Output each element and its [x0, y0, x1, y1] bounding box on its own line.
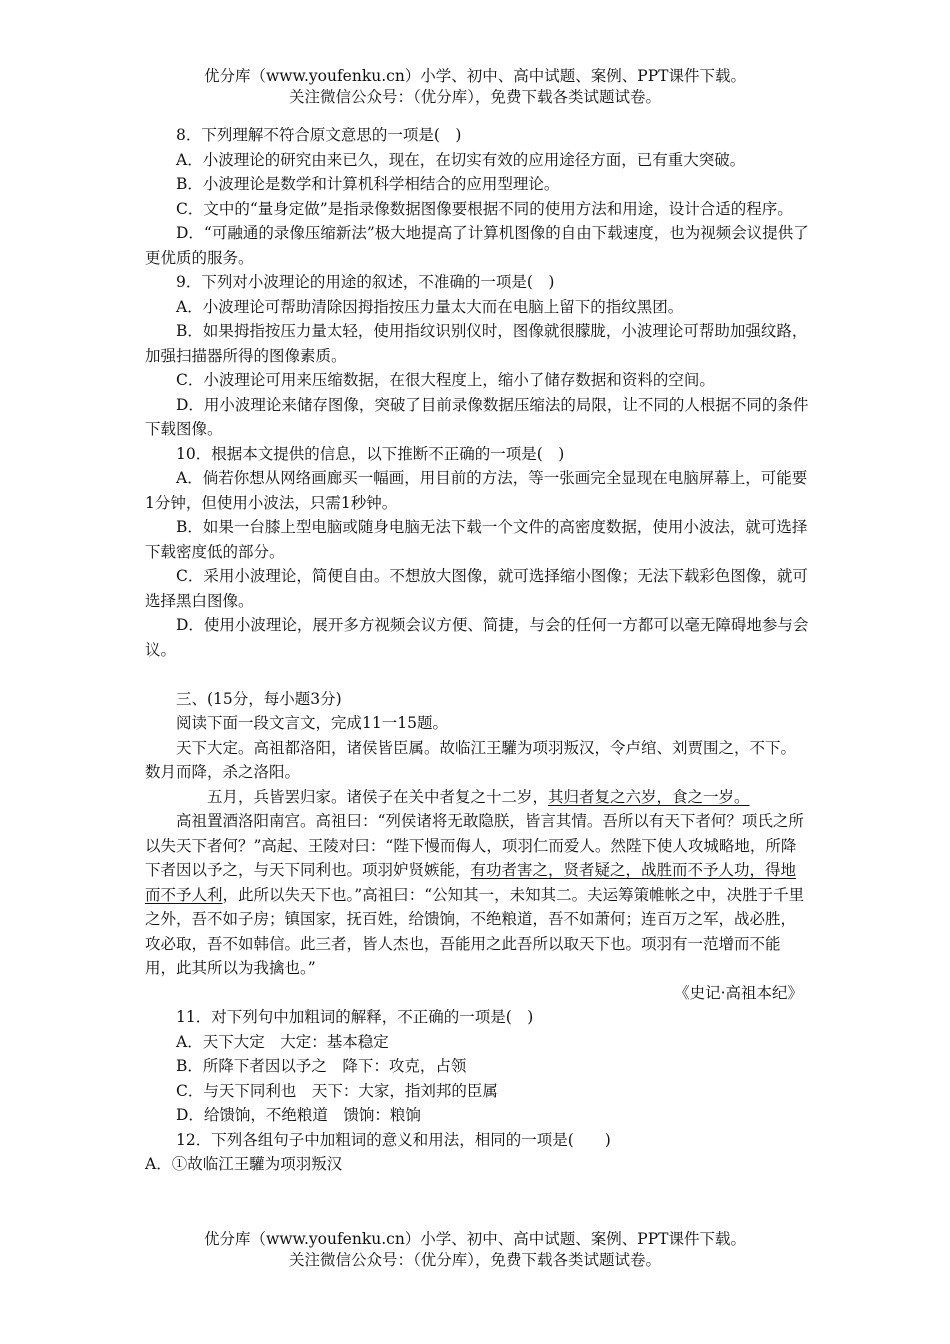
q12-option-a: A．①故临江王驩为项羽叛汉 [145, 1155, 343, 1173]
q8-option-d: D．“可融通的录像压缩新法”极大地提高了计算机图像的自由下载速度，也为视频会议提供了更优质的服务。 [145, 224, 809, 267]
header-line-1: 优分库（www.youfenku.cn）小学、初中、高中试题、案例、PPT课件下载。 [203, 67, 747, 85]
p2-text: 五月，兵皆罢归家。诸侯子在关中者复之十二岁， [207, 787, 549, 806]
q8-option-c: C．文中的“量身定做”是指录像数据图像要根据不同的使用方法和用途，设计合适的程序。 [176, 199, 793, 218]
header-line-2: 关注微信公众号：（优分库），免费下载各类试题试卷。 [288, 88, 661, 106]
q11-option-b: B．所降下者因以予之 降下：攻克，占领 [176, 1057, 467, 1075]
q8-option-b: B．小波理论是数学和计算机科学相结合的应用型理论。 [176, 175, 560, 193]
footer-line-1: 优分库（www.youfenku.cn）小学、初中、高中试题、案例、PPT课件下载。 [203, 1230, 747, 1248]
question-12 [145, 1128, 811, 1177]
p3-text-start: 高祖置酒洛阳南宫。高祖曰：“列侯诸将无敢隐朕，皆言其情。吾所以有天下者何？项氏之所以失天下者何？”高起、王陵对曰：“陛下慢而侮人，项羽仁而爱人。然陛下使人攻城略地，所降下者因以予之，与天下同利也。项羽妒贤嫉能， [145, 812, 804, 879]
q11-stem: 11．对下列句中加粗词的解释，不正确的一项是( ) [176, 1008, 534, 1026]
q8-stem: 8．下列理解不符合原文意思的一项是( ) [176, 126, 462, 144]
question-9 [145, 270, 811, 442]
classical-passage-p2 [145, 785, 811, 810]
question-11 [145, 1005, 811, 1128]
q10-option-d: D．使用小波理论，展开多方视频会议方便、简捷，与会的任何一方都可以毫无障碍地参与会议。 [145, 616, 809, 659]
document-body [145, 123, 811, 1177]
section-3-title: 三、(15分，每小题3分) [176, 689, 342, 708]
q9-option-a: A．小波理论可帮助清除因拇指按压力量太大而在电脑上留下的指纹黑团。 [176, 297, 684, 316]
question-10 [145, 442, 811, 663]
classical-passage-p3 [145, 809, 811, 981]
p3-text-end: ，此所以失天下也。”高祖曰：“公知其一，未知其二。夫运筹策帷帐之中，决胜于千里之外，吾不如子房；镇国家，抚百姓，给馈饷，不绝粮道，吾不如萧何；连百万之军，战必胜，攻必取，吾不如韩信。此三者，皆人杰也，吾能用之此吾所以取天下也。项羽有一范增而不能用，此其所以为我擒也。” [145, 885, 805, 977]
classical-passage-p1: 天下大定。高祖都洛阳，诸侯皆臣属。故临江王驩为项羽叛汉，令卢绾、刘贾围之，不下。数月而降，杀之洛阳。 [145, 738, 797, 781]
spacer [145, 662, 811, 687]
q11-option-d: D．给馈饷，不绝粮道 馈饷：粮饷 [176, 1106, 421, 1124]
q9-option-d: D．用小波理论来储存图像，突破了目前录像数据压缩法的局限，让不同的人根据不同的条件下载图像。 [145, 395, 809, 438]
q8-option-a: A．小波理论的研究由来已久，现在，在切实有效的应用途径方面，已有重大突破。 [176, 150, 746, 169]
page-footer [0, 1229, 950, 1271]
p2-underlined-text: 其归者复之六岁，食之一岁。 [548, 787, 750, 806]
q11-option-c: C．与天下同利也 天下：大家，指刘邦的臣属 [176, 1081, 498, 1100]
section-3-instruction: 阅读下面一段文言文，完成11一15题。 [176, 714, 448, 732]
q9-option-b: B．如果拇指按压力量太轻，使用指纹识别仪时，图像就很朦胧，小波理论可帮助加强纹路，加强扫描器所得的图像素质。 [145, 322, 808, 365]
q9-stem: 9．下列对小波理论的用途的叙述，不准确的一项是( ) [176, 273, 555, 291]
q10-option-a: A．倘若你想从网络画廊买一幅画，用目前的方法，等一张画完全显现在电脑屏幕上，可能要1分钟，但使用小波法，只需1秒钟。 [145, 469, 808, 512]
q10-option-b: B．如果一台膝上型电脑或随身电脑无法下载一个文件的高密度数据，使用小波法，就可选择下载密度低的部分。 [145, 518, 808, 561]
q11-option-a: A．天下大定 大定：基本稳定 [176, 1032, 389, 1051]
q10-option-c: C．采用小波理论，简便自由。不想放大图像，就可选择缩小图像；无法下载彩色图像，就可选择黑白图像。 [145, 567, 808, 610]
passage-source: 《史记·高祖本纪》 [674, 983, 803, 1002]
footer-line-2: 关注微信公众号：（优分库），免费下载各类试题试卷。 [288, 1251, 661, 1269]
q9-option-c: C．小波理论可用来压缩数据，在很大程度上，缩小了储存数据和资料的空间。 [176, 371, 715, 389]
p3-underlined-text: 有功者害之，贤者疑之，战胜而不予人功，得地而不予人利 [145, 861, 797, 904]
q10-stem: 10．根据本文提供的信息，以下推断不正确的一项是( ) [176, 444, 565, 463]
section-3 [145, 687, 811, 1006]
q12-stem: 12．下列各组句子中加粗词的意义和用法，相同的一项是( ) [176, 1130, 611, 1149]
question-8 [145, 123, 811, 270]
page-header [0, 66, 950, 108]
